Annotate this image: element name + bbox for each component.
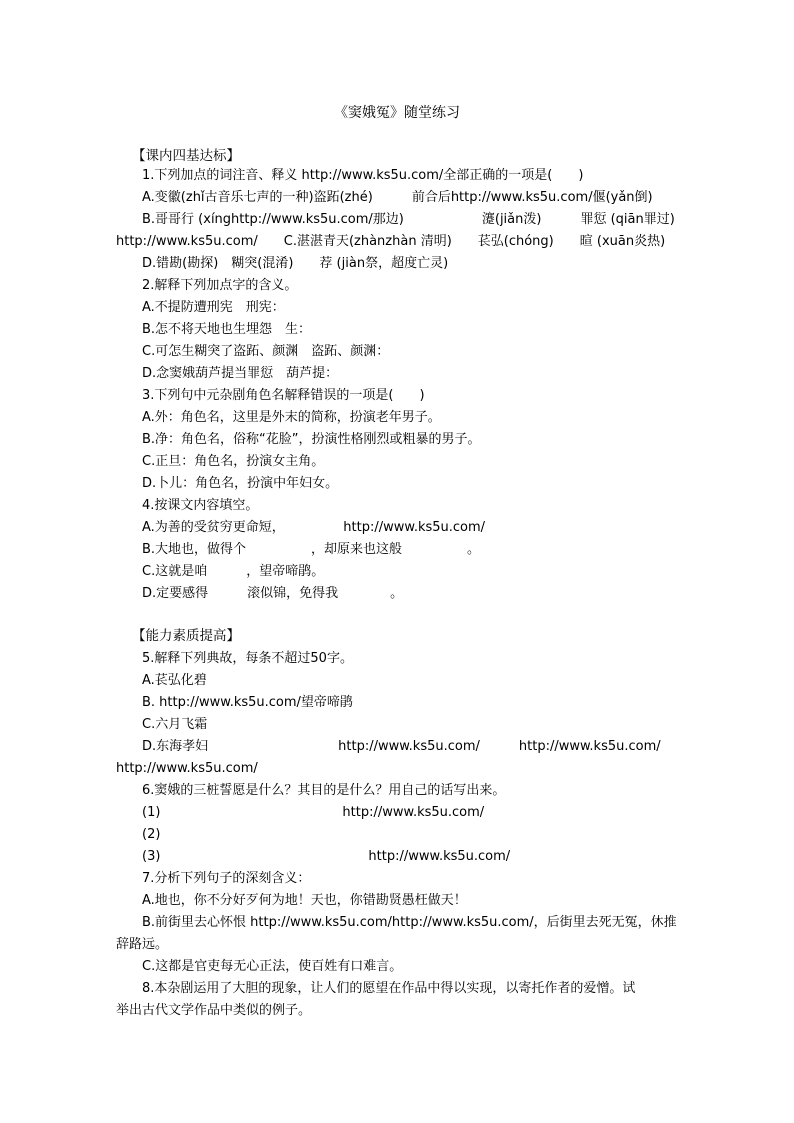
q5-option-c: C.六月飞霜 <box>142 717 208 732</box>
q1-option-c: http://www.ks5u.com/ C.湛湛青天(zhànzhàn 清明) 苌弘(chóng) 暄 (xuān炎热) <box>116 234 666 249</box>
question-6: 6.窦娥的三桩誓愿是什么？其目的是什么？用自己的话写出来。 <box>142 783 506 798</box>
q2-option-c: C.可怎生糊突了盗跖、颜渊 盗跖、颜渊： <box>142 344 390 359</box>
q6-item-2: (2) <box>142 827 161 842</box>
q5-option-d: D.东海孝妇 http://www.ks5u.com/ http://www.ks5u.com/ <box>142 739 661 754</box>
question-7: 7.分析下列句子的深刻含义： <box>142 871 311 886</box>
section-heading-basic: 【课内四基达标】 <box>132 148 240 164</box>
question-4: 4.按课文内容填空。 <box>142 498 259 513</box>
q7-option-b-continuation: 辞路远。 <box>116 937 169 952</box>
q5-option-b: B. http://www.ks5u.com/望帝啼鹃 <box>142 695 353 710</box>
q2-option-a: A.不提防遭刑宪 刑宪： <box>142 300 285 315</box>
q3-option-c: C.正旦：角色名，扮演女主角。 <box>142 454 325 469</box>
question-5: 5.解释下列典故，每条不超过50字。 <box>142 651 353 666</box>
question-8: 8.本杂剧运用了大胆的现象，让人们的愿望在作品中得以实现，以寄托作者的爱憎。试 <box>142 981 636 996</box>
q7-option-c: C.这都是官吏每无心正法，使百姓有口难言。 <box>142 959 403 974</box>
q5-option-a: A.苌弘化碧 <box>142 673 207 688</box>
q3-option-a: A.外：角色名，这里是外末的简称，扮演老年男子。 <box>142 410 441 425</box>
q4-option-b: B.大地也，做得个 ，却原来也这般 。 <box>142 542 481 557</box>
page-title: 《窦娥冤》随堂练习 <box>334 105 460 121</box>
q6-item-1: (1) http://www.ks5u.com/ <box>142 805 485 820</box>
q4-option-c: C.这就是咱 ，望帝啼鹃。 <box>142 564 325 579</box>
q7-option-a: A.地也，你不分好歹何为地！天也，你错勘贤愚枉做天！ <box>142 893 467 908</box>
q5-continuation: http://www.ks5u.com/ <box>116 761 258 776</box>
q6-item-3: (3) http://www.ks5u.com/ <box>142 849 511 864</box>
q2-option-b: B.怎不将天地也生埋怨 生： <box>142 322 312 337</box>
q2-option-d: D.念窦娥葫芦提当罪愆 葫芦提： <box>142 366 339 381</box>
q3-option-b: B.净：角色名，俗称“花脸”，扮演性格刚烈或粗暴的男子。 <box>142 432 481 447</box>
q4-option-a: A.为善的受贫穷更命短， http://www.ks5u.com/ <box>142 520 486 535</box>
q1-option-d: D.错勘(勘探) 糊突(混淆) 荐 (jiàn祭，超度亡灵) <box>142 256 449 271</box>
q3-option-d: D.卜儿：角色名，扮演中年妇女。 <box>142 476 339 491</box>
q1-option-b: B.哥哥行 (xínghttp://www.ks5u.com/那边) 瀽(jiǎn泼) 罪愆 (qiān罪过) <box>142 212 675 227</box>
question-3: 3.下列句中元杂剧角色名解释错误的一项是( ) <box>142 388 425 403</box>
q1-option-a: A.变徽(zhǐ古音乐七声的一种)盗跖(zhé) 前合后http://www.ks5u.com/偃(yǎn倒) <box>142 190 653 205</box>
q8-continuation: 举出古代文学作品中类似的例子。 <box>116 1003 312 1018</box>
section-heading-ability: 【能力素质提高】 <box>132 628 240 644</box>
q4-option-d: D.定要感得 滚似锦，免得我 。 <box>142 586 404 601</box>
q7-option-b: B.前街里去心怀恨 http://www.ks5u.com/http://www.ks5u.com/，后街里去死无冤，休推 <box>142 915 677 930</box>
question-2: 2.解释下列加点字的含义。 <box>142 278 298 293</box>
question-1: 1.下列加点的词注音、释义 http://www.ks5u.com/全部正确的一项是( ) <box>142 168 584 183</box>
